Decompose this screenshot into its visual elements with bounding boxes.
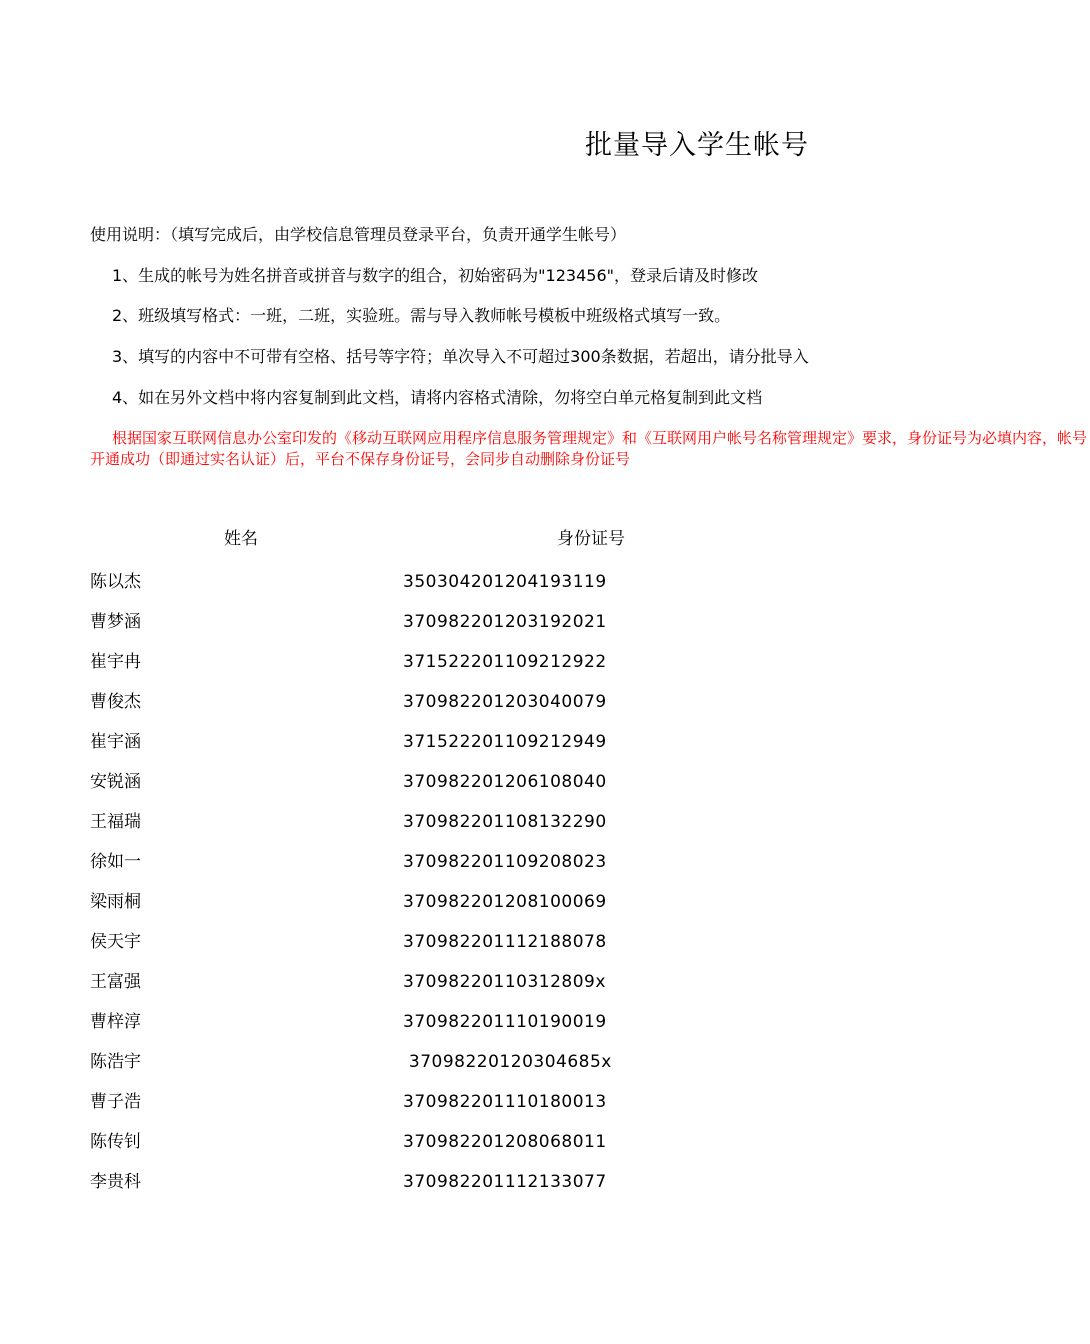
student-name-cell: 曹子浩	[90, 1092, 141, 1112]
id-number-cell: 370982201112133077	[403, 1172, 607, 1192]
id-number-cell: 370982201206108040	[403, 772, 607, 792]
table-row	[0, 1090, 790, 1130]
table-row	[0, 890, 790, 930]
id-number-cell: 370982201112188078	[403, 932, 607, 952]
rule-2: 2、班级填写格式：一班，二班，实验班。需与导入教师帐号模板中班级格式填写一致。	[112, 306, 731, 325]
rule-4: 4、如在另外文档中将内容复制到此文档，请将内容格式清除，勿将空白单元格复制到此文档	[112, 388, 763, 407]
legal-notice: 根据国家互联网信息办公室印发的《移动互联网应用程序信息服务管理规定》和《互联网用户帐号名称管理规定》要求，身份证号为必填内容，帐号开通成功（即通过实名认证）后，平台不保存身份证号，会同步自动删除身份证号	[90, 429, 1088, 468]
student-name-cell: 曹俊杰	[90, 692, 141, 712]
column-header-id-number: 身份证号	[557, 529, 625, 549]
student-name-cell: 陈以杰	[90, 572, 141, 592]
id-number-cell: 37098220110312809x	[403, 972, 606, 992]
id-number-cell: 371522201109212949	[403, 732, 607, 752]
table-row	[0, 1050, 790, 1090]
id-number-cell: 370982201108132290	[403, 812, 607, 832]
table-row	[0, 970, 790, 1010]
usage-instructions: 使用说明：（填写完成后，由学校信息管理员登录平台，负责开通学生帐号）	[90, 225, 627, 244]
student-name-cell: 李贵科	[90, 1172, 141, 1192]
id-number-cell: 370982201110180013	[403, 1092, 607, 1112]
student-name-cell: 崔宇涵	[90, 732, 141, 752]
table-row	[0, 810, 790, 850]
student-name-cell: 陈浩宇	[90, 1052, 141, 1072]
table-row	[0, 570, 790, 610]
table-row	[0, 610, 790, 650]
table-row	[0, 650, 790, 690]
rule-3: 3、填写的内容中不可带有空格、括号等字符；单次导入不可超过300条数据，若超出，请分批导入	[112, 347, 809, 366]
table-row	[0, 1130, 790, 1170]
column-header-name: 姓名	[224, 529, 258, 549]
student-name-cell: 王富强	[90, 972, 141, 992]
rule-1: 1、生成的帐号为姓名拼音或拼音与数字的组合，初始密码为"123456"，登录后请及时修改	[112, 266, 758, 285]
table-row	[0, 930, 790, 970]
id-number-cell: 370982201208068011	[403, 1132, 607, 1152]
table-row	[0, 730, 790, 770]
student-name-cell: 侯天宇	[90, 932, 141, 952]
student-name-cell: 安锐涵	[90, 772, 141, 792]
id-number-cell: 37098220120304685x	[403, 1052, 612, 1072]
student-name-cell: 陈传钊	[90, 1132, 141, 1152]
id-number-cell: 370982201203040079	[403, 692, 607, 712]
student-table	[0, 570, 790, 1210]
table-row	[0, 1170, 790, 1210]
student-name-cell: 梁雨桐	[90, 892, 141, 912]
id-number-cell: 370982201110190019	[403, 1012, 607, 1032]
table-row	[0, 770, 790, 810]
table-row	[0, 850, 790, 890]
student-name-cell: 曹梓淳	[90, 1012, 141, 1032]
table-row	[0, 690, 790, 730]
student-name-cell: 崔宇冉	[90, 652, 141, 672]
table-row	[0, 1010, 790, 1050]
id-number-cell: 371522201109212922	[403, 652, 607, 672]
id-number-cell: 370982201208100069	[403, 892, 607, 912]
id-number-cell: 370982201203192021	[403, 612, 607, 632]
id-number-cell: 350304201204193119	[403, 572, 607, 592]
student-name-cell: 曹梦涵	[90, 612, 141, 632]
id-number-cell: 370982201109208023	[403, 852, 607, 872]
page-title: 批量导入学生帐号	[585, 130, 809, 161]
student-name-cell: 徐如一	[90, 852, 141, 872]
student-name-cell: 王福瑞	[90, 812, 141, 832]
